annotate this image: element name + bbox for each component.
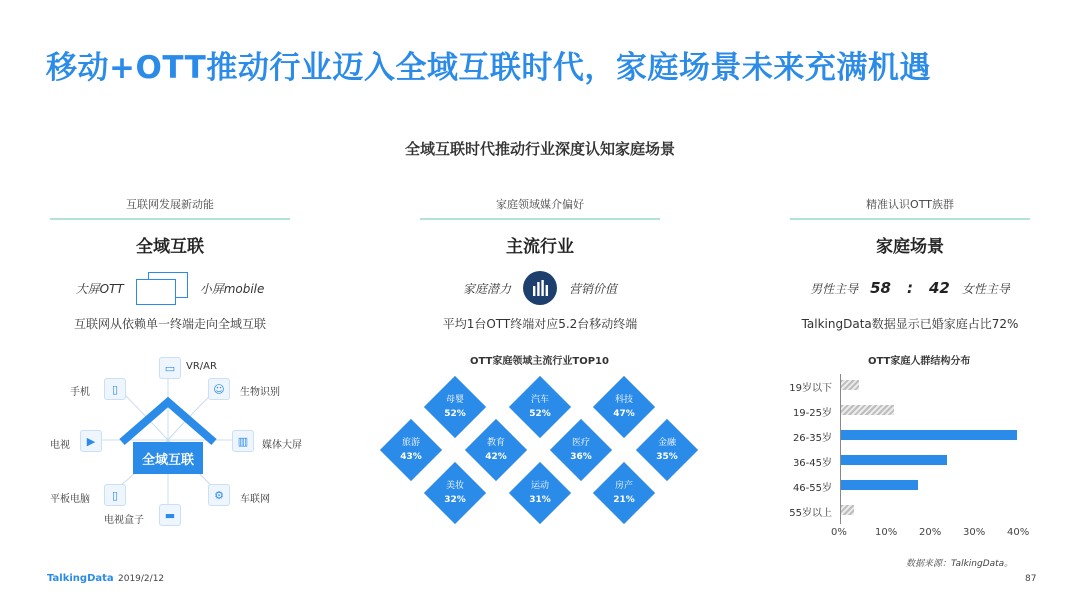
data-source: 数据来源：TalkingData。	[906, 559, 1014, 569]
industry-label	[420, 393, 490, 421]
footer-date: 2019/2/12	[118, 574, 165, 584]
vr-headset-icon: ▭	[159, 357, 181, 379]
section-subtitle: 全域互联时代推动行业深度认知家庭场景	[404, 140, 675, 158]
industry-label	[505, 479, 575, 507]
industry-label	[376, 436, 446, 464]
device-label-phone: 手机	[70, 387, 90, 398]
industry-name: 美妆	[445, 481, 464, 491]
device-label-car: 车联网	[240, 494, 270, 505]
chart-category-label: 19-25岁	[792, 408, 832, 419]
small-screen-label: 小屏mobile	[199, 281, 265, 296]
female-led-label: 女性主导	[961, 281, 1010, 296]
chart-category-label: 55岁以上	[789, 508, 832, 519]
industry-pct: 35%	[656, 452, 678, 462]
industry-label	[589, 479, 659, 507]
industry-name: 母婴	[445, 395, 464, 405]
industry-pct: 31%	[529, 495, 551, 505]
column-main-label: 主流行业	[506, 237, 574, 257]
industry-pct: 52%	[444, 409, 466, 419]
phone-icon: ▯	[104, 378, 126, 400]
ratio-colon: :	[907, 279, 913, 297]
tv-icon: ▶	[80, 430, 102, 452]
chart-category-label: 46-55岁	[792, 483, 832, 494]
marketing-value-label: 营销价值	[569, 281, 618, 296]
column-head: 家庭领域媒介偏好	[420, 196, 660, 220]
top10-title: OTT家庭领域主流行业TOP10	[470, 356, 609, 367]
industry-pct: 42%	[485, 452, 507, 462]
chart-bar	[841, 380, 859, 390]
industry-pct: 52%	[529, 409, 551, 419]
talkingdata-logo: TalkingData	[47, 573, 114, 584]
industry-label	[546, 436, 616, 464]
industry-pct: 47%	[613, 409, 635, 419]
device-label-tv: 电视	[50, 440, 70, 451]
industry-name: 科技	[614, 395, 633, 405]
device-label-media-screen: 媒体大屏	[262, 440, 302, 451]
industry-name: 旅游	[401, 438, 420, 448]
chart-x-tick: 20%	[919, 527, 942, 538]
building-screen-icon: ▥	[232, 430, 254, 452]
page-number: 87	[1025, 574, 1037, 584]
industry-name: 医疗	[571, 438, 590, 448]
industry-name: 运动	[530, 481, 549, 491]
device-label-biometric: 生物识别	[240, 387, 280, 398]
column-main-label: 全域互联	[136, 237, 204, 257]
chart-bar	[841, 430, 1017, 440]
chart-x-tick: 10%	[875, 527, 898, 538]
industry-pct: 43%	[400, 452, 422, 462]
chart-title: OTT家庭人群结构分布	[868, 356, 971, 367]
tablet-icon: ▯	[104, 484, 126, 506]
column-desc: 互联网从依赖单一终端走向全域互联	[73, 317, 266, 331]
column-main-label: 家庭场景	[876, 237, 944, 257]
column-head: 精准认识OTT族群	[790, 196, 1030, 220]
tv-box-icon: ▬	[159, 504, 181, 526]
column-desc: TalkingData数据显示已婚家庭占比72%	[801, 317, 1019, 331]
chart-x-tick: 40%	[1007, 527, 1030, 538]
chart-x-tick: 0%	[831, 527, 847, 538]
male-ratio: 58	[870, 279, 891, 297]
industry-pct: 36%	[570, 452, 592, 462]
face-id-icon: ☺	[208, 378, 230, 400]
chart-bar	[841, 505, 854, 515]
female-ratio: 42	[929, 279, 950, 297]
column-head: 互联网发展新动能	[50, 196, 290, 220]
chart-x-tick: 30%	[963, 527, 986, 538]
industry-label	[505, 393, 575, 421]
chart-bar	[841, 405, 894, 415]
industry-label	[461, 436, 531, 464]
industry-label	[420, 479, 490, 507]
page-title: 移动+OTT推动行业迈入全域互联时代，家庭场景未来充满机遇	[46, 50, 931, 86]
device-label-vr: VR/AR	[186, 361, 217, 372]
industry-label	[589, 393, 659, 421]
chart-bar	[841, 480, 918, 490]
car-icon: ⚙	[208, 484, 230, 506]
device-label-tablet: 平板电脑	[50, 494, 90, 505]
industry-pct: 32%	[444, 495, 466, 505]
chart-axis-line	[840, 374, 841, 524]
chart-bar	[841, 455, 947, 465]
chart-category-label: 26-35岁	[792, 433, 832, 444]
chart-category-label: 36-45岁	[792, 458, 832, 469]
family-potential-label: 家庭潜力	[462, 281, 511, 296]
industry-label	[632, 436, 702, 464]
chart-category-label: 19岁以下	[789, 383, 832, 394]
industry-pct: 21%	[613, 495, 635, 505]
male-led-label: 男性主导	[810, 281, 859, 296]
device-label-tv-box: 电视盒子	[104, 515, 144, 526]
big-screen-label: 大屏OTT	[75, 281, 124, 296]
omni-connect-center: 全域互联	[133, 442, 203, 474]
column-desc: 平均1台OTT终端对应5.2台移动终端	[442, 317, 638, 331]
industry-name: 教育	[486, 438, 505, 448]
industry-name: 房产	[614, 481, 633, 491]
industry-name: 汽车	[530, 395, 549, 405]
industry-name: 金融	[657, 438, 676, 448]
